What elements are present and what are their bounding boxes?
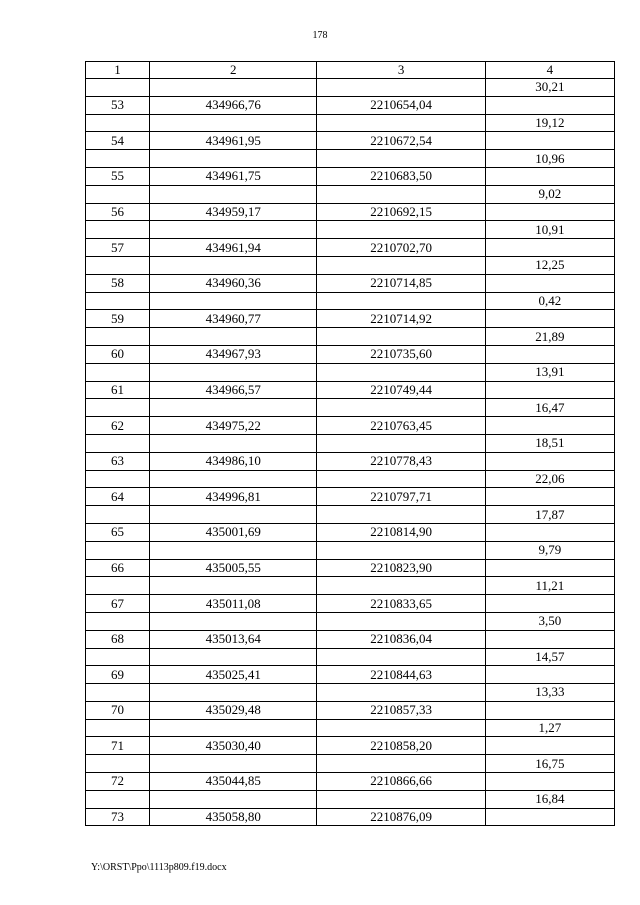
point-number-cell: 67 (86, 595, 150, 613)
x-coordinate-cell: 434961,95 (150, 132, 317, 150)
y-coordinate-cell: 2210866,66 (317, 773, 485, 791)
x-coordinate-cell (150, 185, 317, 203)
point-number-cell: 62 (86, 417, 150, 435)
column-header-1: 1 (86, 62, 150, 79)
point-number-cell: 57 (86, 239, 150, 257)
table-row (86, 559, 615, 577)
y-coordinate-cell (317, 541, 485, 559)
distance-cell: 19,12 (485, 114, 614, 132)
distance-cell (485, 737, 614, 755)
x-coordinate-cell: 434960,36 (150, 274, 317, 292)
y-coordinate-cell: 2210714,85 (317, 274, 485, 292)
table-row (86, 470, 615, 488)
point-number-cell (86, 541, 150, 559)
x-coordinate-cell: 435005,55 (150, 559, 317, 577)
table-row (86, 523, 615, 541)
x-coordinate-cell: 435058,80 (150, 808, 317, 826)
table-row (86, 96, 615, 114)
point-number-cell (86, 328, 150, 346)
x-coordinate-cell (150, 612, 317, 630)
table-row (86, 185, 615, 203)
table-row (86, 150, 615, 168)
x-coordinate-cell: 435029,48 (150, 701, 317, 719)
y-coordinate-cell: 2210858,20 (317, 737, 485, 755)
table-row (86, 612, 615, 630)
table-row (86, 648, 615, 666)
column-header-2: 2 (150, 62, 317, 79)
distance-cell: 10,91 (485, 221, 614, 239)
point-number-cell (86, 434, 150, 452)
distance-cell (485, 452, 614, 470)
x-coordinate-cell: 434966,57 (150, 381, 317, 399)
table-row (86, 790, 615, 808)
x-coordinate-cell: 434975,22 (150, 417, 317, 435)
x-coordinate-cell: 434996,81 (150, 488, 317, 506)
table-row (86, 630, 615, 648)
point-number-cell: 59 (86, 310, 150, 328)
x-coordinate-cell (150, 150, 317, 168)
distance-cell (485, 773, 614, 791)
point-number-cell (86, 185, 150, 203)
distance-cell (485, 96, 614, 114)
y-coordinate-cell (317, 506, 485, 524)
y-coordinate-cell: 2210692,15 (317, 203, 485, 221)
distance-cell: 21,89 (485, 328, 614, 346)
y-coordinate-cell: 2210844,63 (317, 666, 485, 684)
x-coordinate-cell (150, 719, 317, 737)
distance-cell: 1,27 (485, 719, 614, 737)
distance-cell: 9,02 (485, 185, 614, 203)
table-row (86, 256, 615, 274)
x-coordinate-cell: 435001,69 (150, 523, 317, 541)
table-row (86, 381, 615, 399)
point-number-cell: 54 (86, 132, 150, 150)
distance-cell (485, 167, 614, 185)
distance-cell (485, 203, 614, 221)
point-number-cell: 61 (86, 381, 150, 399)
point-number-cell: 71 (86, 737, 150, 755)
distance-cell: 11,21 (485, 577, 614, 595)
y-coordinate-cell: 2210735,60 (317, 345, 485, 363)
distance-cell: 30,21 (485, 79, 614, 97)
point-number-cell (86, 150, 150, 168)
table-row (86, 684, 615, 702)
distance-cell (485, 310, 614, 328)
coordinates-table (85, 61, 615, 826)
point-number-cell: 63 (86, 452, 150, 470)
distance-cell (485, 239, 614, 257)
point-number-cell (86, 648, 150, 666)
y-coordinate-cell: 2210763,45 (317, 417, 485, 435)
table-row (86, 274, 615, 292)
y-coordinate-cell (317, 434, 485, 452)
distance-cell: 9,79 (485, 541, 614, 559)
x-coordinate-cell (150, 399, 317, 417)
y-coordinate-cell: 2210749,44 (317, 381, 485, 399)
table-row (86, 345, 615, 363)
distance-cell: 16,47 (485, 399, 614, 417)
distance-cell: 3,50 (485, 612, 614, 630)
distance-cell: 12,25 (485, 256, 614, 274)
x-coordinate-cell: 435030,40 (150, 737, 317, 755)
x-coordinate-cell: 434961,75 (150, 167, 317, 185)
table-header-row (86, 62, 615, 79)
table-row (86, 434, 615, 452)
table-row (86, 221, 615, 239)
y-coordinate-cell: 2210778,43 (317, 452, 485, 470)
point-number-cell: 53 (86, 96, 150, 114)
y-coordinate-cell (317, 790, 485, 808)
x-coordinate-cell: 434966,76 (150, 96, 317, 114)
distance-cell: 10,96 (485, 150, 614, 168)
table-row (86, 595, 615, 613)
footer-file-path: Y:\ORST\Ppo\1113p809.f19.docx (91, 862, 227, 873)
distance-cell (485, 701, 614, 719)
table-row (86, 203, 615, 221)
x-coordinate-cell (150, 541, 317, 559)
x-coordinate-cell (150, 755, 317, 773)
distance-cell (485, 808, 614, 826)
x-coordinate-cell: 435025,41 (150, 666, 317, 684)
point-number-cell (86, 612, 150, 630)
y-coordinate-cell: 2210714,92 (317, 310, 485, 328)
y-coordinate-cell (317, 719, 485, 737)
y-coordinate-cell: 2210797,71 (317, 488, 485, 506)
distance-cell (485, 381, 614, 399)
y-coordinate-cell: 2210823,90 (317, 559, 485, 577)
point-number-cell: 64 (86, 488, 150, 506)
x-coordinate-cell (150, 363, 317, 381)
point-number-cell (86, 577, 150, 595)
point-number-cell (86, 719, 150, 737)
point-number-cell: 55 (86, 167, 150, 185)
table-row (86, 417, 615, 435)
distance-cell: 16,75 (485, 755, 614, 773)
column-header-3: 3 (317, 62, 485, 79)
column-header-4: 4 (485, 62, 614, 79)
table-row (86, 577, 615, 595)
y-coordinate-cell: 2210876,09 (317, 808, 485, 826)
distance-cell (485, 132, 614, 150)
distance-cell: 0,42 (485, 292, 614, 310)
x-coordinate-cell (150, 506, 317, 524)
y-coordinate-cell (317, 612, 485, 630)
y-coordinate-cell: 2210672,54 (317, 132, 485, 150)
distance-cell (485, 523, 614, 541)
point-number-cell: 56 (86, 203, 150, 221)
table-row (86, 363, 615, 381)
table-row (86, 328, 615, 346)
distance-cell: 22,06 (485, 470, 614, 488)
x-coordinate-cell: 434986,10 (150, 452, 317, 470)
y-coordinate-cell (317, 79, 485, 97)
point-number-cell: 72 (86, 773, 150, 791)
y-coordinate-cell (317, 221, 485, 239)
x-coordinate-cell (150, 79, 317, 97)
point-number-cell (86, 221, 150, 239)
table-row (86, 167, 615, 185)
point-number-cell (86, 114, 150, 132)
y-coordinate-cell (317, 684, 485, 702)
table-body (86, 79, 615, 826)
distance-cell: 14,57 (485, 648, 614, 666)
x-coordinate-cell (150, 790, 317, 808)
table-row (86, 292, 615, 310)
table-row (86, 541, 615, 559)
y-coordinate-cell (317, 755, 485, 773)
point-number-cell (86, 399, 150, 417)
x-coordinate-cell (150, 470, 317, 488)
point-number-cell (86, 506, 150, 524)
y-coordinate-cell (317, 577, 485, 595)
y-coordinate-cell: 2210683,50 (317, 167, 485, 185)
y-coordinate-cell (317, 185, 485, 203)
y-coordinate-cell: 2210836,04 (317, 630, 485, 648)
x-coordinate-cell (150, 684, 317, 702)
distance-cell (485, 345, 614, 363)
table-row (86, 132, 615, 150)
point-number-cell (86, 790, 150, 808)
page-number: 178 (312, 30, 328, 41)
table-row (86, 773, 615, 791)
point-number-cell: 60 (86, 345, 150, 363)
distance-cell (485, 595, 614, 613)
point-number-cell (86, 755, 150, 773)
distance-cell (485, 666, 614, 684)
y-coordinate-cell: 2210654,04 (317, 96, 485, 114)
table-row (86, 239, 615, 257)
distance-cell (485, 559, 614, 577)
x-coordinate-cell (150, 648, 317, 666)
table-row (86, 506, 615, 524)
x-coordinate-cell: 435013,64 (150, 630, 317, 648)
y-coordinate-cell: 2210814,90 (317, 523, 485, 541)
distance-cell (485, 417, 614, 435)
table-row (86, 755, 615, 773)
table-row (86, 114, 615, 132)
distance-cell: 17,87 (485, 506, 614, 524)
y-coordinate-cell: 2210857,33 (317, 701, 485, 719)
distance-cell: 13,33 (485, 684, 614, 702)
x-coordinate-cell (150, 256, 317, 274)
point-number-cell: 70 (86, 701, 150, 719)
point-number-cell: 73 (86, 808, 150, 826)
table-row (86, 701, 615, 719)
point-number-cell (86, 684, 150, 702)
point-number-cell (86, 470, 150, 488)
x-coordinate-cell (150, 328, 317, 346)
point-number-cell: 66 (86, 559, 150, 577)
y-coordinate-cell (317, 256, 485, 274)
distance-cell (485, 630, 614, 648)
y-coordinate-cell (317, 470, 485, 488)
x-coordinate-cell: 435044,85 (150, 773, 317, 791)
distance-cell (485, 274, 614, 292)
x-coordinate-cell: 434961,94 (150, 239, 317, 257)
point-number-cell (86, 256, 150, 274)
table-row (86, 488, 615, 506)
table-row (86, 452, 615, 470)
x-coordinate-cell: 435011,08 (150, 595, 317, 613)
x-coordinate-cell: 434967,93 (150, 345, 317, 363)
point-number-cell: 58 (86, 274, 150, 292)
distance-cell (485, 488, 614, 506)
y-coordinate-cell (317, 150, 485, 168)
table-row (86, 737, 615, 755)
x-coordinate-cell (150, 577, 317, 595)
table-row (86, 808, 615, 826)
distance-cell: 16,84 (485, 790, 614, 808)
y-coordinate-cell (317, 648, 485, 666)
point-number-cell: 69 (86, 666, 150, 684)
point-number-cell (86, 79, 150, 97)
y-coordinate-cell: 2210833,65 (317, 595, 485, 613)
y-coordinate-cell (317, 399, 485, 417)
table-row (86, 310, 615, 328)
y-coordinate-cell (317, 363, 485, 381)
x-coordinate-cell (150, 221, 317, 239)
distance-cell: 18,51 (485, 434, 614, 452)
table-row (86, 399, 615, 417)
y-coordinate-cell (317, 114, 485, 132)
point-number-cell: 68 (86, 630, 150, 648)
distance-cell: 13,91 (485, 363, 614, 381)
y-coordinate-cell (317, 328, 485, 346)
x-coordinate-cell (150, 434, 317, 452)
table-row (86, 719, 615, 737)
x-coordinate-cell: 434959,17 (150, 203, 317, 221)
x-coordinate-cell: 434960,77 (150, 310, 317, 328)
point-number-cell (86, 363, 150, 381)
point-number-cell: 65 (86, 523, 150, 541)
y-coordinate-cell: 2210702,70 (317, 239, 485, 257)
y-coordinate-cell (317, 292, 485, 310)
table-row (86, 79, 615, 97)
point-number-cell (86, 292, 150, 310)
x-coordinate-cell (150, 114, 317, 132)
x-coordinate-cell (150, 292, 317, 310)
table-row (86, 666, 615, 684)
